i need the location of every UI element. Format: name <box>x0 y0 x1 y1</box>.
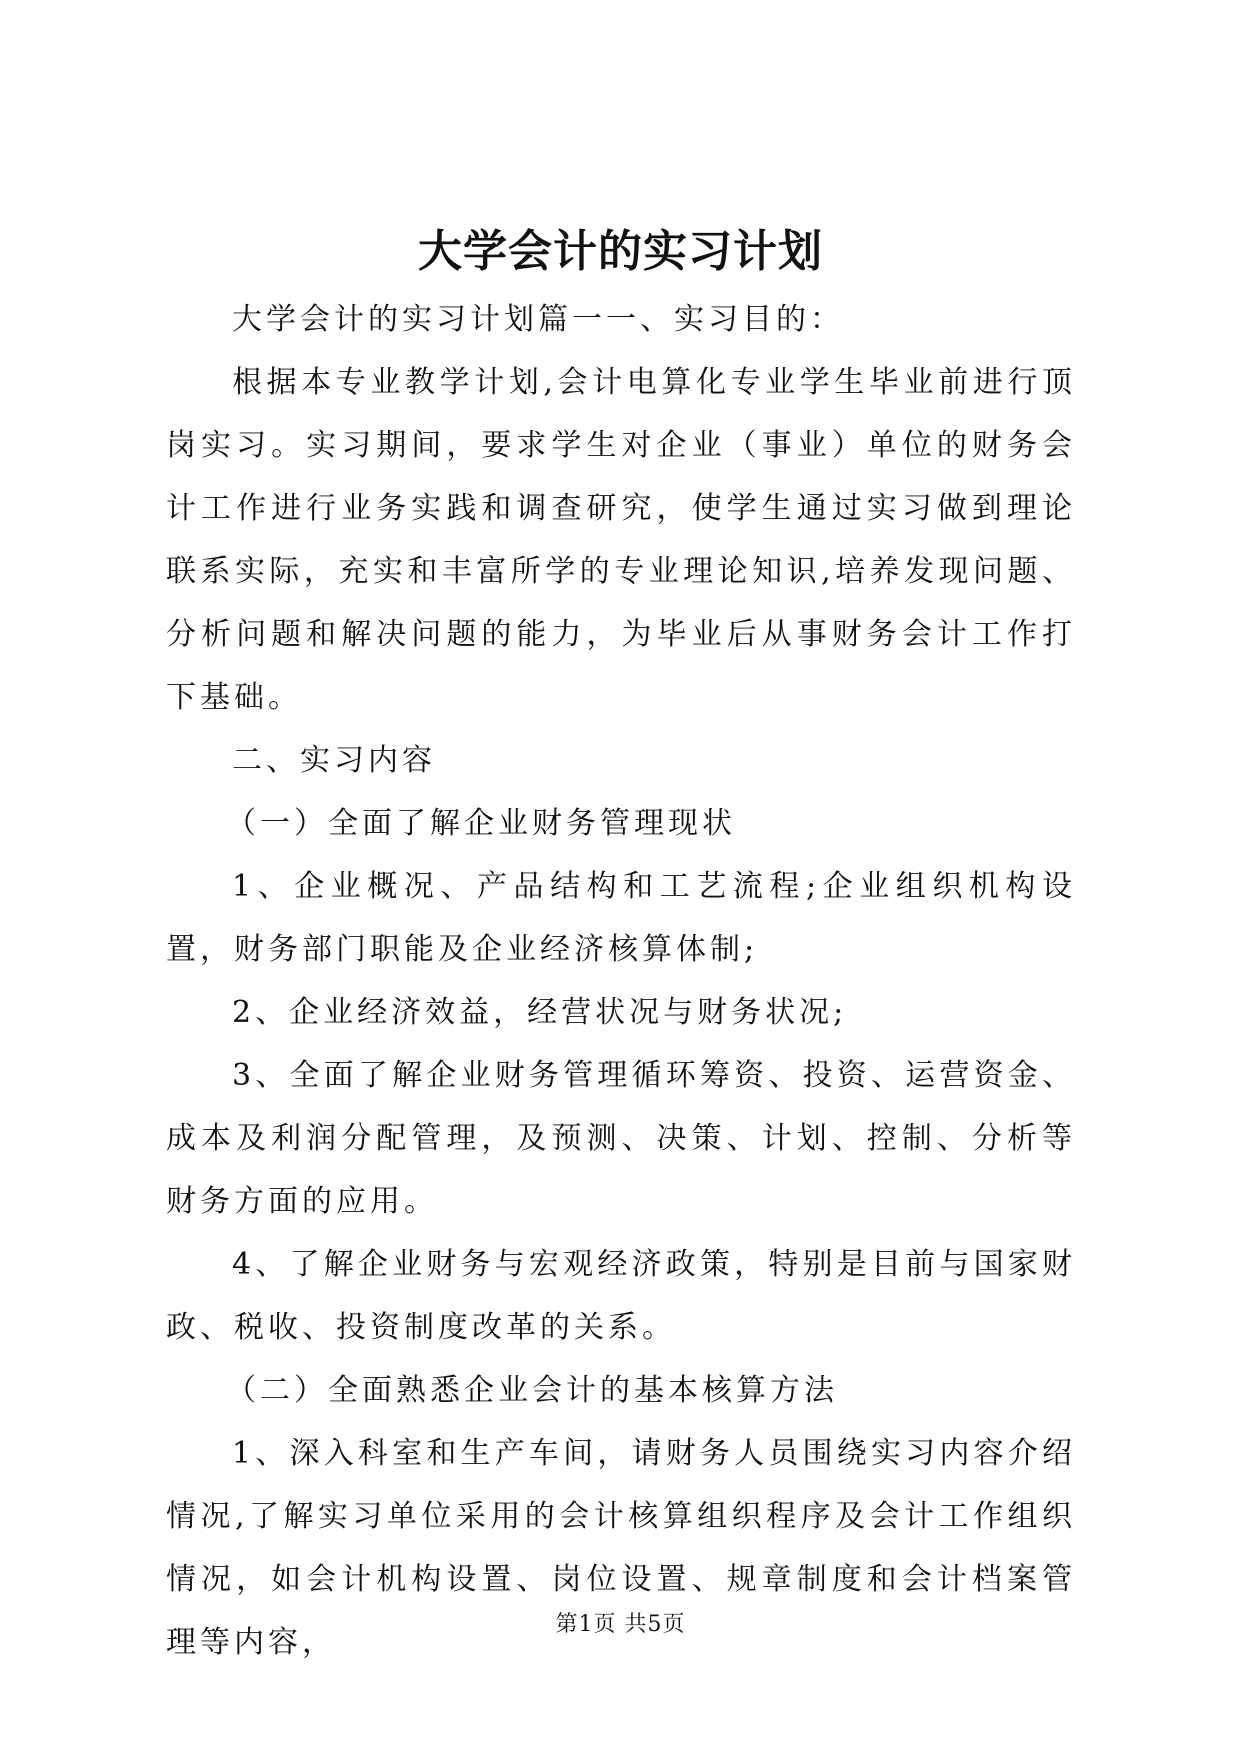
list-item: 2、企业经济效益，经营状况与财务状况; <box>232 995 848 1030</box>
paragraph-purpose: 根据本专业教学计划,会计电算化专业学生毕业前进行顶岗实习。实习期间，要求学生对企业（事业）单位的财务会计工作进行业务实践和调查研究，使学生通过实习做到理论联系实际，充实和丰富所学的专业理论知识,培养发现问题、分析问题和解决问题的能力，为毕业后从事财务会计工作打下基础。 <box>166 365 1076 715</box>
page-number-footer: 第1页 共5页 <box>555 1612 686 1637</box>
list-item: 4、了解企业财务与宏观经济政策，特别是目前与国家财政、税收、投资制度改革的关系。 <box>166 1247 1076 1345</box>
subsection-heading-2: （二）全面熟悉企业会计的基本核算方法 <box>226 1373 838 1408</box>
document-body <box>166 288 1076 1674</box>
section-heading-content: 二、实习内容 <box>232 743 436 778</box>
document-title: 大学会计的实习计划 <box>418 226 823 277</box>
paragraph-intro: 大学会计的实习计划篇一一、实习目的： <box>232 302 844 337</box>
list-item: 1、深入科室和生产车间，请财务人员围绕实习内容介绍情况,了解实习单位采用的会计核算组织程序及会计工作组织情况，如会计机构设置、岗位设置、规章制度和会计档案管理等内容， <box>166 1436 1076 1660</box>
list-item: 3、全面了解企业财务管理循环筹资、投资、运营资金、成本及利润分配管理，及预测、决策、计划、控制、分析等财务方面的应用。 <box>166 1058 1076 1219</box>
subsection-heading-1: （一）全面了解企业财务管理现状 <box>226 806 736 841</box>
list-item: 1、企业概况、产品结构和工艺流程;企业组织机构设置，财务部门职能及企业经济核算体制; <box>166 869 1076 967</box>
